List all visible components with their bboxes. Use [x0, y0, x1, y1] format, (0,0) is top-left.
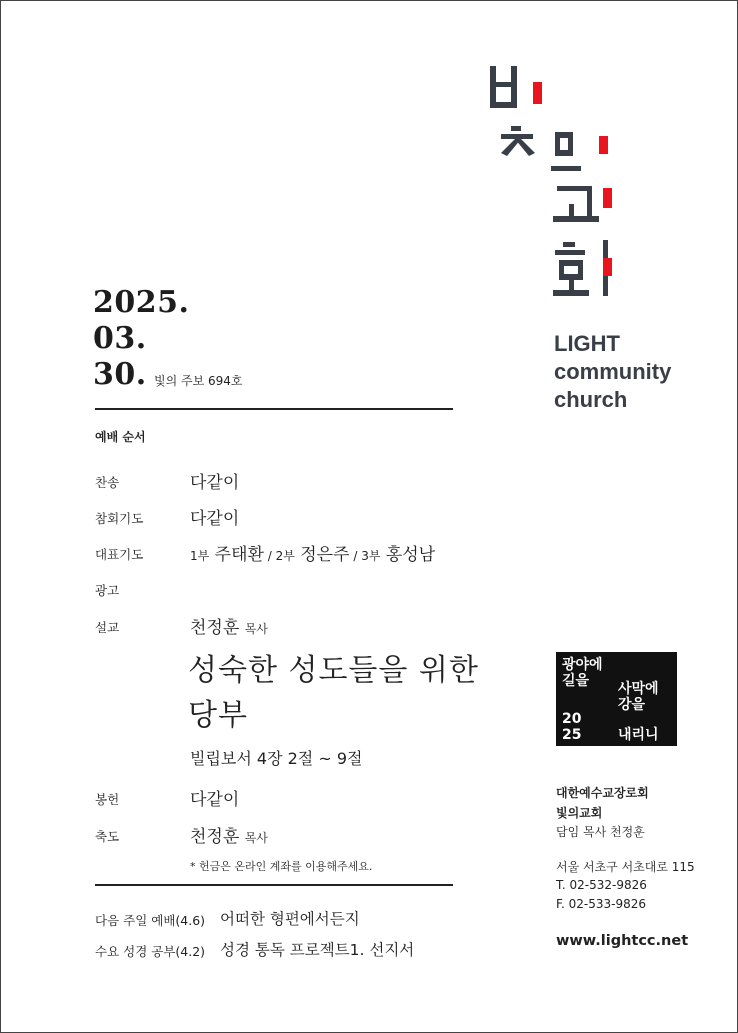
slogan-l2: 길을: [562, 673, 590, 689]
rep-prayer-label: 대표기도: [95, 547, 144, 562]
sermon-scripture: 빌립보서 4장 2절 ~ 9절: [190, 749, 363, 768]
slogan-end: 내리니: [618, 727, 659, 743]
announce-label: 광고: [95, 583, 120, 598]
slogan-box: [556, 652, 677, 746]
sermon-title-line1: 성숙한 성도들을 위한: [188, 653, 479, 688]
benediction-title: 목사: [244, 831, 268, 845]
wednesday-study-value: 성경 통독 프로젝트1. 선지서: [220, 941, 415, 959]
slogan-r2: 강을: [618, 697, 646, 713]
order-title: 예배 순서: [95, 430, 146, 444]
slogan-r1: 사막에: [618, 681, 659, 697]
brand-line2: community: [554, 359, 672, 384]
denomination: 대한예수교장로회: [556, 786, 649, 800]
slogan-l1: 광야에: [562, 657, 603, 673]
sermon-title-line2: 당부: [188, 698, 248, 733]
offering-value: 다같이: [190, 790, 240, 810]
separator: /: [349, 549, 362, 563]
service-1-label: 1부: [190, 549, 210, 563]
service-2-label: 2부: [275, 549, 295, 563]
preacher-title: 목사: [244, 622, 268, 636]
next-sunday-value: 어떠한 형편에서든지: [220, 910, 360, 928]
wednesday-study-label: 수요 성경 공부(4.2): [95, 944, 206, 959]
fax: F. 02-533-9826: [556, 897, 646, 911]
divider-bottom: [95, 884, 453, 886]
website-link[interactable]: www.lightcc.net: [556, 933, 689, 949]
sermon-label: 설교: [95, 620, 120, 635]
benediction-name: 천정훈: [190, 827, 240, 847]
telephone: T. 02-532-9826: [556, 878, 647, 892]
service-3-name: 홍성남: [385, 545, 436, 565]
benediction-value: [190, 822, 268, 847]
rep-prayer-value: [190, 540, 435, 565]
repentance-value: 다같이: [190, 509, 240, 529]
separator: /: [263, 549, 276, 563]
church-logo: [471, 56, 641, 306]
service-1-name: 주태환: [214, 545, 264, 565]
issue-number: 빛의 주보 694호: [154, 374, 243, 388]
address: 서울 서초구 서초대로 115: [556, 860, 695, 874]
repentance-label: 참회기도: [95, 511, 144, 526]
hymn-label: 찬송: [95, 475, 120, 490]
offering-note: * 헌금은 온라인 계좌를 이용해주세요.: [190, 860, 373, 873]
date-month: 03.: [93, 321, 147, 356]
benediction-label: 축도: [95, 829, 120, 844]
church-name: 빛의교회: [556, 806, 603, 820]
divider-top: [95, 408, 453, 410]
slogan-year2: 25: [562, 727, 582, 743]
date-day: 30.: [93, 357, 147, 392]
preacher-name: 천정훈: [190, 618, 240, 638]
service-3-label: 3부: [361, 549, 381, 563]
brand-line3: church: [554, 387, 628, 412]
pastor: 담임 목사 천정훈: [556, 825, 645, 839]
offering-label: 봉헌: [95, 792, 120, 807]
sermon-preacher: [190, 613, 268, 638]
next-sunday-label: 다음 주일 예배(4.6): [95, 913, 206, 928]
hymn-value: 다같이: [190, 473, 240, 493]
slogan-year1: 20: [562, 711, 582, 727]
brand-line1: LIGHT: [554, 331, 620, 356]
date-year: 2025.: [93, 285, 190, 320]
service-2-name: 정은주: [300, 545, 350, 565]
